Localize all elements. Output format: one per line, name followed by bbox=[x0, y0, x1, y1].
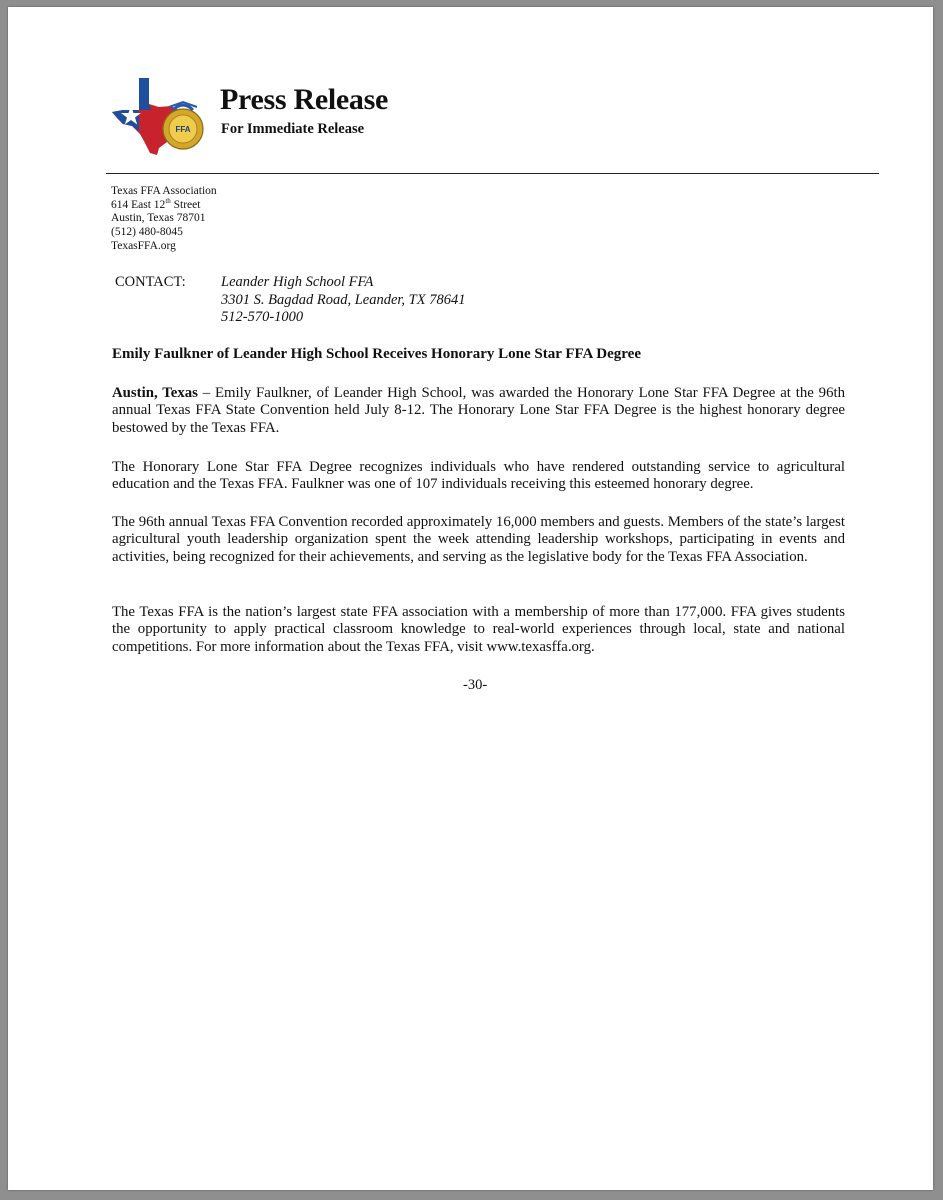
body-paragraph-1: Austin, Texas – Emily Faulkner, of Leander High School, was awarded the Honorary Lone Star FFA Degree at the 96th annual Texas FFA State Convention held July 8-12. The Honorary Lone Star FFA Degree is the highest honorary degree bestowed by the Texas FFA. bbox=[112, 385, 845, 436]
body-paragraph-4: The Texas FFA is the nation’s largest state FFA association with a membership of more than 177,000. FFA gives students the opportunity to apply practical classroom knowledge to real-world experiences through local, state and national competitions. For more information about the Texas FFA, visit www.texasffa.org. bbox=[112, 604, 845, 655]
document-page bbox=[8, 7, 933, 1190]
press-headline: Emily Faulkner of Leander High School Receives Honorary Lone Star FFA Degree bbox=[112, 346, 641, 362]
contact-label: CONTACT: bbox=[115, 274, 186, 290]
body-paragraph-2: The Honorary Lone Star FFA Degree recognizes individuals who have rendered outstanding service to agricultural education and the Texas FFA. Faulkner was one of 107 individuals receiving this esteemed honorary degree. bbox=[112, 459, 845, 493]
texas-ffa-logo bbox=[109, 74, 209, 156]
address-org: Texas FFA Association bbox=[111, 185, 217, 197]
end-mark: -30- bbox=[463, 677, 488, 693]
contact-block bbox=[221, 274, 465, 327]
dateline: Austin, Texas bbox=[112, 385, 198, 401]
document-subtitle: For Immediate Release bbox=[221, 121, 365, 137]
contact-phone: 512-570-1000 bbox=[221, 309, 304, 325]
document-title: Press Release bbox=[220, 83, 388, 116]
body-paragraph-3: The 96th annual Texas FFA Convention recorded approximately 16,000 members and guests. Members of the state’s largest agricultural youth leadership organization spent the week attending leadership workshops, participating in events and activities, being recognized for their achievements, and serving as the legislative body for the Texas FFA Association. bbox=[112, 514, 845, 565]
address-phone: (512) 480-8045 bbox=[111, 226, 183, 239]
address-street: 614 East 12th Street bbox=[111, 196, 201, 211]
svg-text:FFA: FFA bbox=[175, 125, 191, 134]
address-city: Austin, Texas 78701 bbox=[111, 212, 206, 225]
sender-address bbox=[111, 185, 217, 254]
header-divider bbox=[106, 173, 879, 174]
contact-name: Leander High School FFA bbox=[221, 274, 374, 290]
contact-address: 3301 S. Bagdad Road, Leander, TX 78641 bbox=[221, 291, 466, 308]
address-website: TexasFFA.org bbox=[111, 239, 176, 252]
